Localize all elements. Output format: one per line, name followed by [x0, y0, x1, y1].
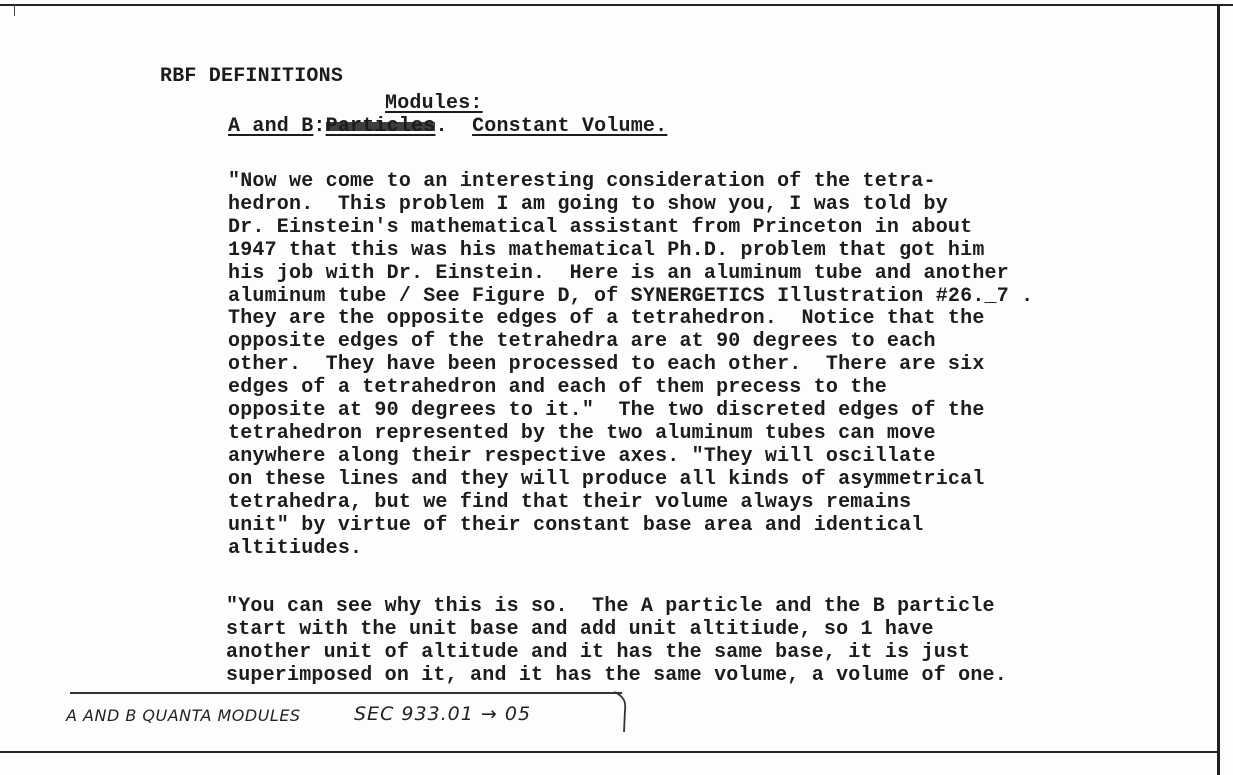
text-line: They are the opposite edges of a tetrahedron. Notice that the [228, 307, 985, 331]
text-line: "You can see why this is so. The A particle and the B particle [226, 595, 995, 618]
text-line: tetrahedra, but we find that their volume always remains [228, 490, 912, 514]
text-line: aluminum tube / See Figure D, of SYNERGETICS Illustration #26._7 . [228, 284, 1034, 308]
card-corner-mark [14, 4, 15, 16]
text-line: "Now we come to an interesting consideration of the tetra- [228, 170, 936, 193]
text-line: 1947 that this was his mathematical Ph.D. problem that got him [228, 238, 985, 262]
footer-bracket-mark [612, 690, 632, 734]
footer-rule [70, 692, 622, 694]
card-right-border [1217, 4, 1220, 775]
footer-section-reference: SEC 933.01 → 05 [354, 703, 532, 725]
paragraph-2 [226, 596, 1007, 688]
page-heading: RBF DEFINITIONS [160, 65, 344, 88]
subtitle-suffix: Constant Volume. [472, 115, 668, 138]
text-line: other. They have been processed to each other. There are six [228, 353, 985, 377]
text-line: on these lines and they will produce all kinds of asymmetrical [228, 467, 985, 491]
text-line: another unit of altitude and it has the same base, it is just [226, 640, 971, 664]
subtitle-prefix: A and B [228, 115, 314, 138]
text-line: tetrahedron represented by the two aluminum tubes can move [228, 421, 936, 445]
text-line: altitiudes. [228, 536, 363, 560]
text-line: opposite edges of the tetrahedra are at 90 degrees to each [228, 330, 936, 354]
text-line: hedron. This problem I am going to show you, I was told by [228, 192, 948, 216]
subtitle: A and B: . Constant Volume. [228, 115, 668, 138]
card-top-border [0, 4, 1233, 6]
text-line: his job with Dr. Einstein. Here is an aluminum tube and another [228, 261, 1009, 285]
footer-handwritten-label: A AND B QUANTA MODULES [66, 706, 301, 725]
card-bottom-border [0, 751, 1220, 753]
text-line: Dr. Einstein's mathematical assistant from Princeton in about [228, 215, 973, 239]
text-line: opposite at 90 degrees to it." The two discreted edges of the [228, 399, 985, 423]
text-line: anywhere along their respective axes. "They will oscillate [228, 444, 936, 468]
text-line: edges of a tetrahedron and each of them precess to the [228, 376, 887, 400]
text-line: unit" by virtue of their constant base area and identical [228, 513, 924, 537]
text-line: start with the unit base and add unit altitiude, so 1 have [226, 617, 934, 641]
paragraph-1 [228, 171, 1033, 560]
text-line: superimposed on it, and it has the same volume, a volume of one. [226, 663, 1007, 687]
modules-heading: Modules: [385, 92, 483, 115]
struck-out-word [326, 116, 436, 139]
